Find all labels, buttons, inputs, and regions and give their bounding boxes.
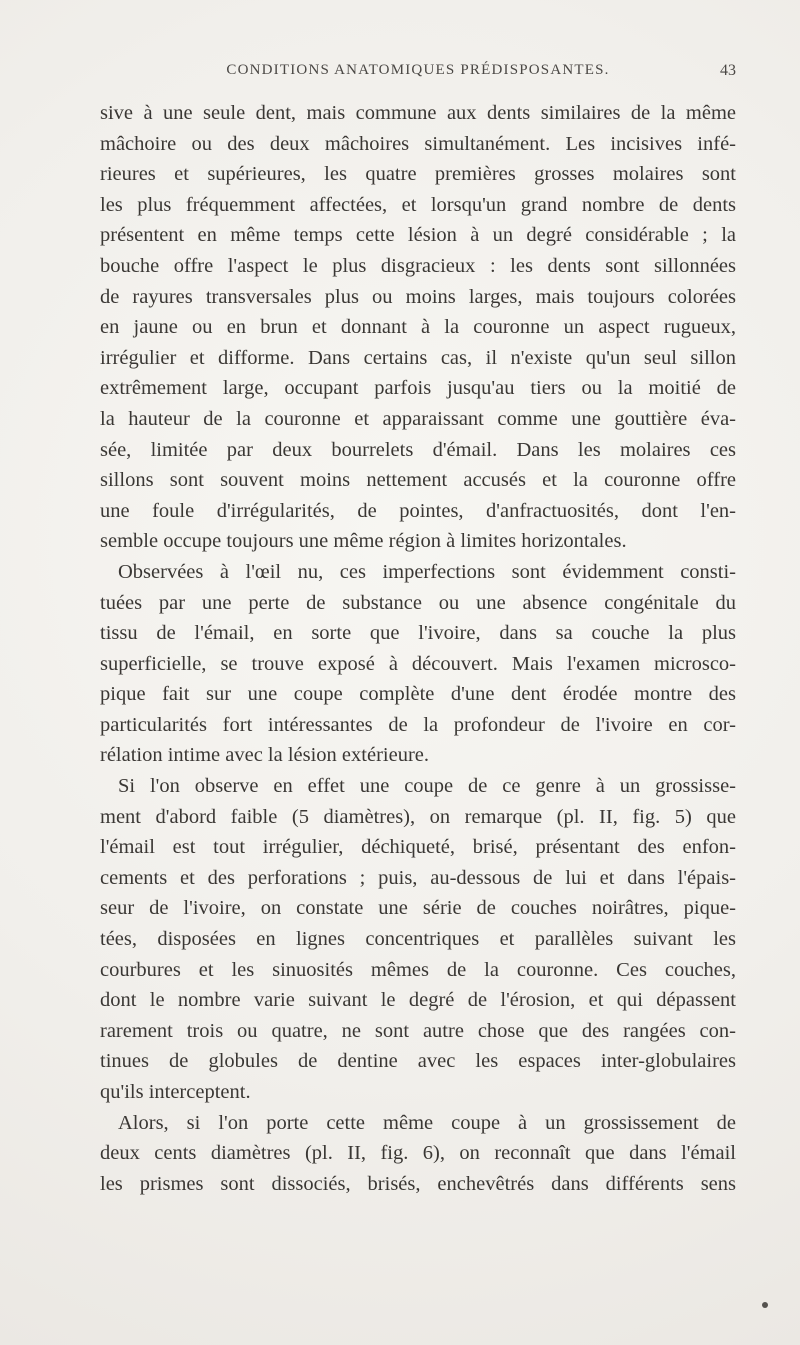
text-line: la hauteur de la couronne et apparaissant comme une gouttière éva- [100, 407, 736, 430]
text-line: tuées par une perte de substance ou une absence congénitale du [100, 591, 736, 614]
text-line: tées, disposées en lignes concentriques et parallèles suivant les [100, 928, 736, 951]
text-line: rieures et supérieures, les quatre premières grosses molaires sont [100, 163, 736, 186]
text-line: courbures et les sinuosités mêmes de la couronne. Ces couches, [100, 958, 736, 981]
text-line: sillons sont souvent moins nettement accusés et la couronne offre [100, 469, 736, 492]
text-line: les plus fréquemment affectées, et lorsqu'un grand nombre de dents [100, 193, 736, 216]
text-line: Observées à l'œil nu, ces imperfections sont évidemment consti- [118, 560, 736, 583]
text-line: deux cents diamètres (pl. II, fig. 6), on reconnaît que dans l'émail [100, 1142, 736, 1165]
text-line: de rayures transversales plus ou moins larges, mais toujours colorées [100, 285, 736, 308]
text-line: bouche offre l'aspect le plus disgracieux : les dents sont sillonnées [100, 254, 736, 277]
text-line: irrégulier et difforme. Dans certains cas, il n'existe qu'un seul sillon [100, 346, 736, 369]
text-line: tinues de globules de dentine avec les espaces inter-globulaires [100, 1050, 736, 1073]
text-line: dont le nombre varie suivant le degré de l'érosion, et qui dépassent [100, 989, 736, 1012]
text-line: rarement trois ou quatre, ne sont autre chose que des rangées con- [100, 1019, 736, 1042]
page-header [100, 62, 736, 92]
text-line: superficielle, se trouve exposé à découvert. Mais l'examen microsco- [100, 652, 736, 675]
text-line: les prismes sont dissociés, brisés, enchevêtrés dans différents sens [100, 1172, 736, 1195]
text-line: une foule d'irrégularités, de pointes, d'anfractuosités, dont l'en- [100, 499, 736, 522]
text-line: en jaune ou en brun et donnant à la couronne un aspect rugueux, [100, 316, 736, 339]
text-line: extrêmement large, occupant parfois jusqu'au tiers ou la moitié de [100, 377, 736, 400]
main-text [100, 98, 736, 1199]
text-line: mâchoire ou des deux mâchoires simultanément. Les incisives infé- [100, 132, 736, 155]
text-line: l'émail est tout irrégulier, déchiqueté, brisé, présentant des enfon- [100, 836, 736, 859]
text-line: pique fait sur une coupe complète d'une dent érodée montre des [100, 683, 736, 706]
text-line: sive à une seule dent, mais commune aux dents similaires de la même [100, 102, 736, 124]
text-line: ment d'abord faible (5 diamètres), on remarque (pl. II, fig. 5) que [100, 805, 736, 828]
text-line: tissu de l'émail, en sorte que l'ivoire, dans sa couche la plus [100, 622, 736, 645]
text-line: rélation intime avec la lésion extérieure. [100, 744, 429, 767]
page-number: 43 [720, 62, 736, 79]
margin-dot [762, 1302, 768, 1308]
text-line: particularités fort intéressantes de la profondeur de l'ivoire en cor- [100, 713, 736, 736]
text-line: Alors, si l'on porte cette même coupe à un grossissement de [118, 1111, 736, 1134]
text-line: présentent en même temps cette lésion à un degré considérable ; la [100, 224, 736, 247]
text-line: qu'ils interceptent. [100, 1081, 251, 1103]
running-title: CONDITIONS ANATOMIQUES PRÉDISPOSANTES. [226, 62, 610, 78]
text-line: Si l'on observe en effet une coupe de ce genre à un grossisse- [118, 775, 736, 798]
text-line: semble occupe toujours une même région à limites horizontales. [100, 530, 627, 553]
text-line: cements et des perforations ; puis, au-dessous de lui et dans l'épais- [100, 866, 736, 889]
text-line: sée, limitée par deux bourrelets d'émail. Dans les molaires ces [100, 438, 736, 461]
text-line: seur de l'ivoire, on constate une série de couches noirâtres, pique- [100, 897, 736, 920]
